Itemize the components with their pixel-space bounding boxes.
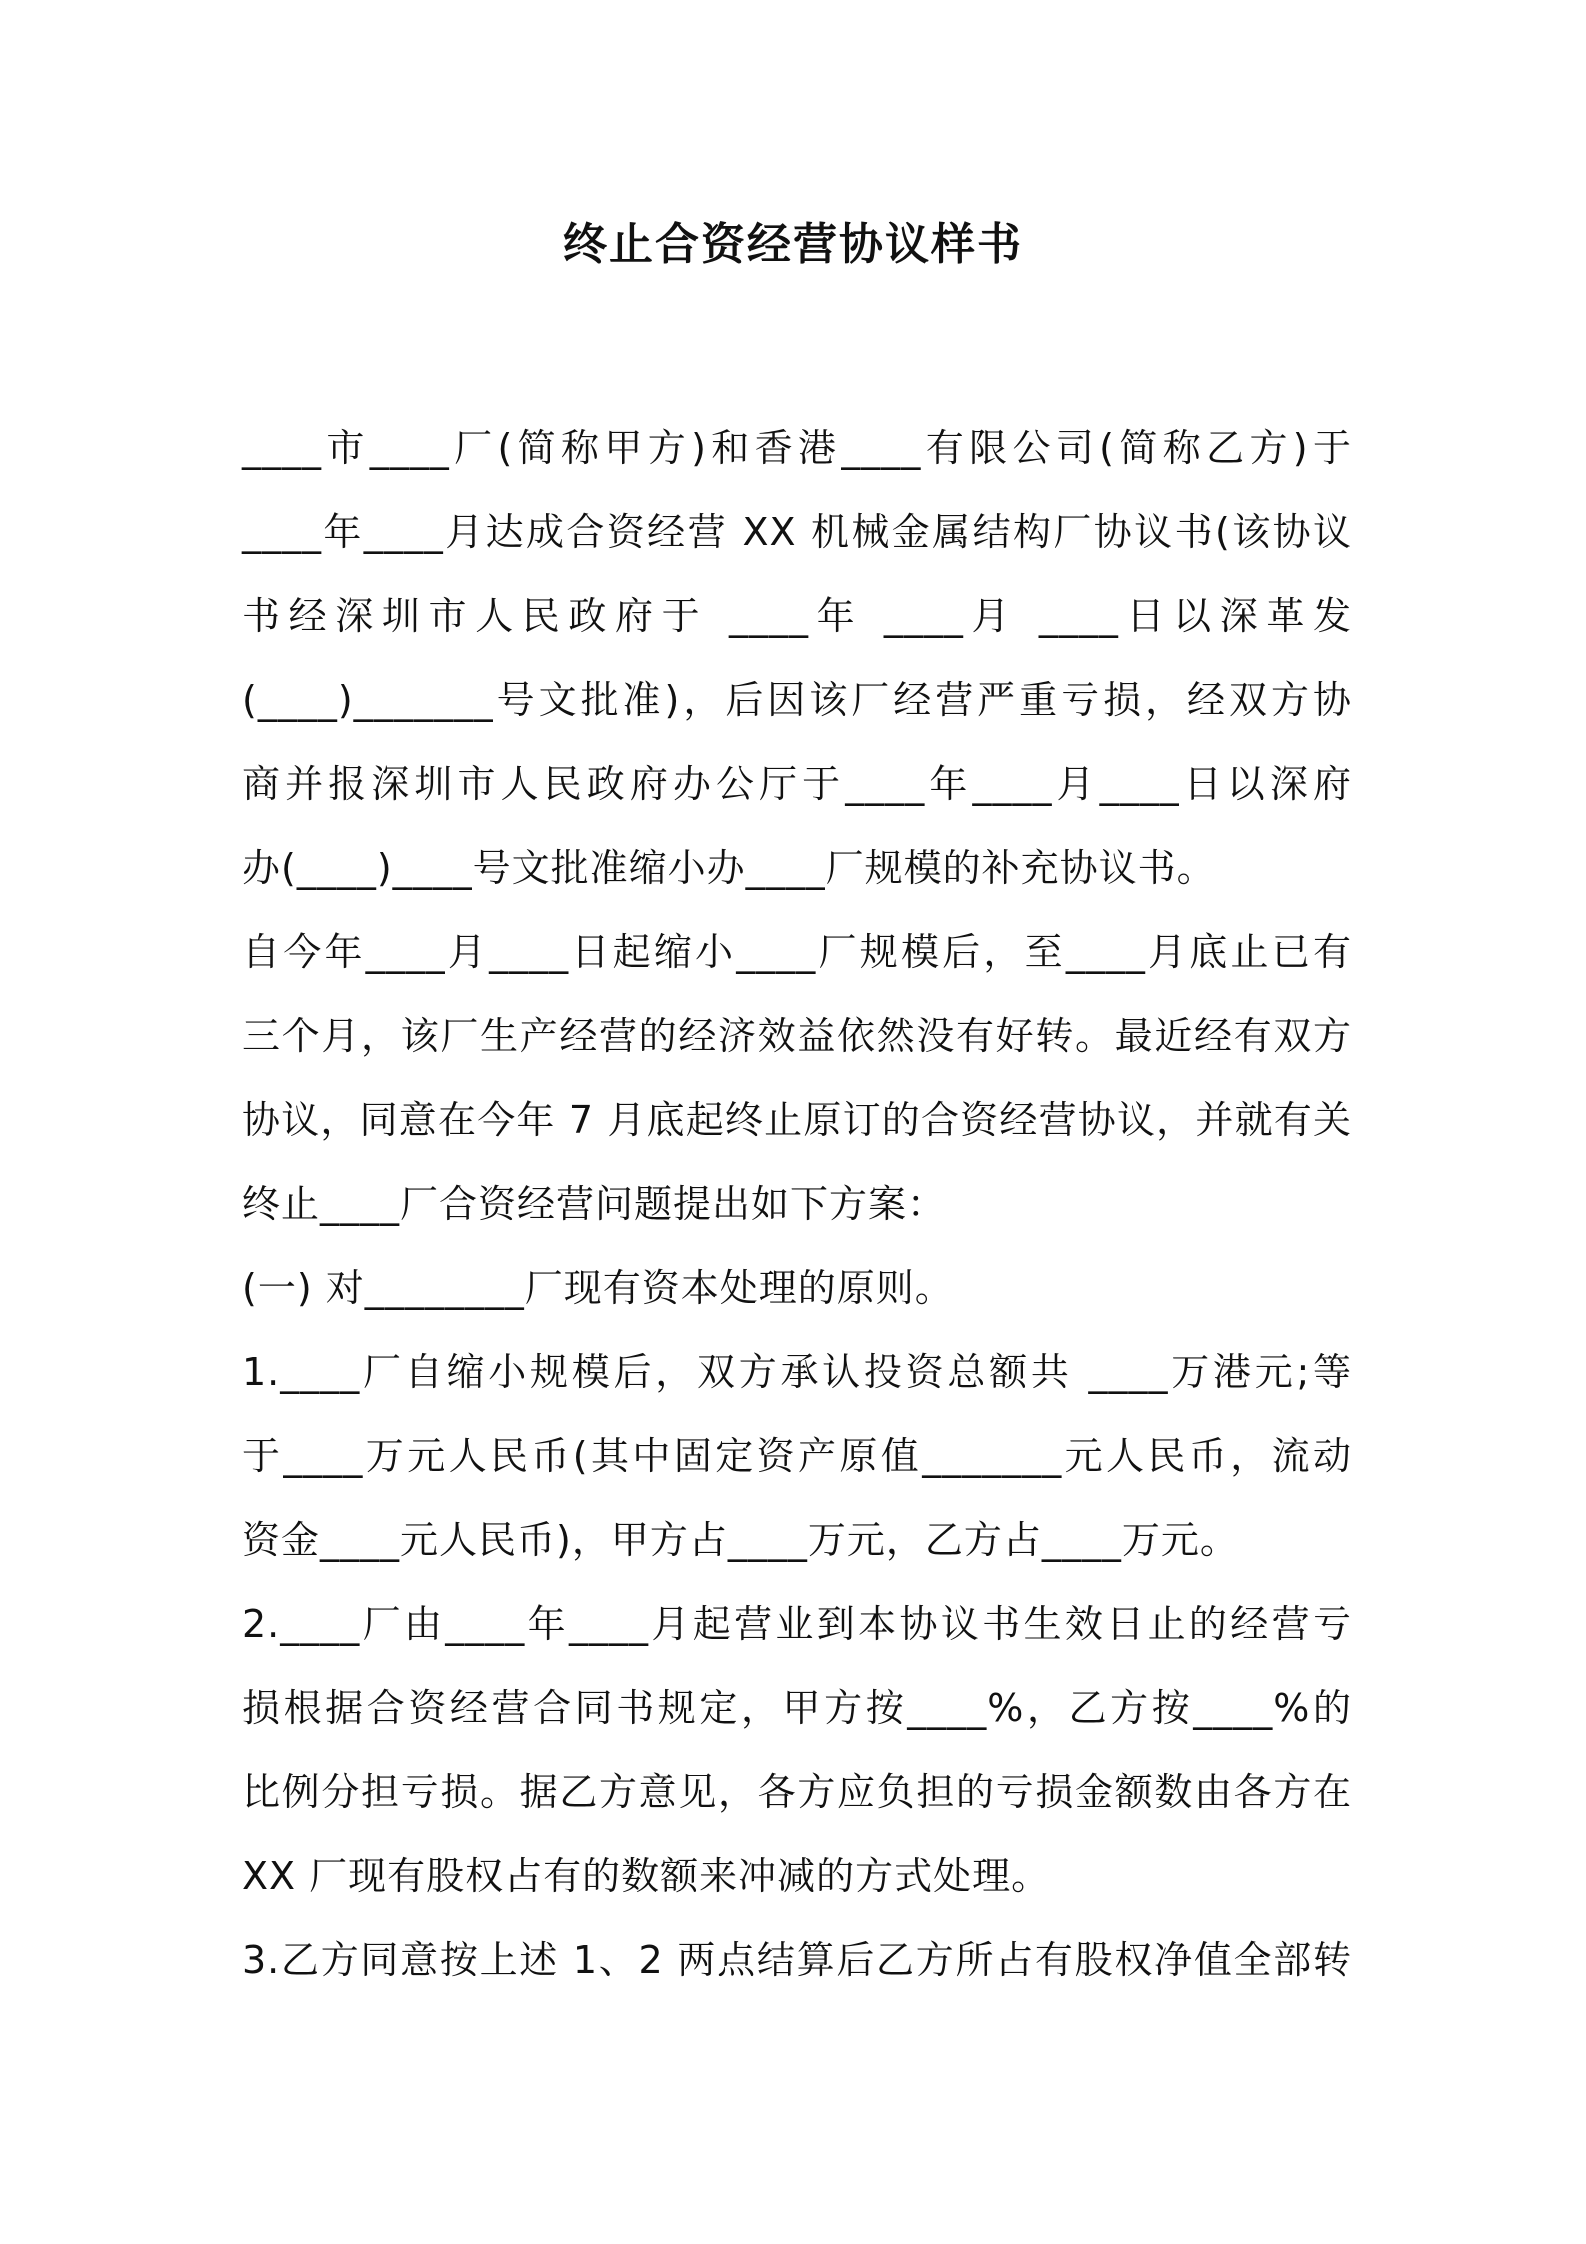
- paragraph-line: 资金____元人民币)，甲方占____万元，乙方占____万元。: [242, 1518, 1239, 1562]
- paragraph-line: (____)_______号文批准)，后因该厂经营严重亏损，经双方协: [242, 678, 1352, 722]
- document-title: 终止合资经营协议样书: [563, 219, 1023, 270]
- paragraph-line: 于____万元人民币(其中固定资产原值_______元人民币，流动: [242, 1434, 1352, 1478]
- paragraph-line: 协议，同意在今年 7 月底起终止原订的合资经营协议，并就有关: [242, 1098, 1352, 1142]
- paragraph-line: 办(____)____号文批准缩小办____厂规模的补充协议书。: [242, 846, 1216, 890]
- paragraph-line: 书经深圳市人民政府于 ____年 ____月 ____日以深革发: [242, 594, 1352, 638]
- paragraph-line: 2.____厂由____年____月起营业到本协议书生效日止的经营亏: [242, 1602, 1352, 1646]
- paragraph-line: 终止____厂合资经营问题提出如下方案：: [242, 1182, 947, 1226]
- section-heading: (一) 对________厂现有资本处理的原则。: [242, 1266, 954, 1310]
- paragraph-line: 自今年____月____日起缩小____厂规模后，至____月底止已有: [242, 930, 1352, 974]
- paragraph-line: ____市____厂(简称甲方)和香港____有限公司(简称乙方)于: [242, 426, 1352, 470]
- paragraph-line: ____年____月达成合资经营 XX 机械金属结构厂协议书(该协议: [242, 510, 1352, 554]
- paragraph-line: 3.乙方同意按上述 1、2 两点结算后乙方所占有股权净值全部转: [242, 1938, 1352, 1982]
- paragraph-line: 三个月，该厂生产经营的经济效益依然没有好转。最近经有双方: [242, 1014, 1352, 1058]
- paragraph-line: 商并报深圳市人民政府办公厅于____年____月____日以深府: [242, 762, 1352, 806]
- paragraph-line: XX 厂现有股权占有的数额来冲减的方式处理。: [242, 1854, 1051, 1898]
- paragraph-line: 损根据合资经营合同书规定，甲方按____%，乙方按____%的: [242, 1686, 1352, 1730]
- paragraph-line: 1.____厂自缩小规模后，双方承认投资总额共 ____万港元;等: [242, 1350, 1352, 1394]
- paragraph-line: 比例分担亏损。据乙方意见，各方应负担的亏损金额数由各方在: [242, 1770, 1352, 1814]
- document-body: [242, 406, 1352, 2002]
